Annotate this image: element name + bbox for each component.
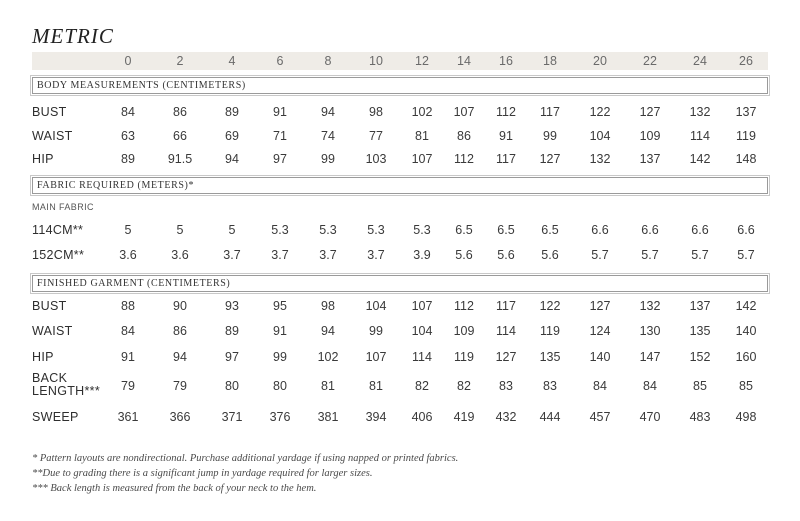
table-cell: 94	[321, 105, 335, 119]
table-cell: 6.5	[541, 223, 559, 237]
table-cell: 98	[369, 105, 383, 119]
table-cell: 140	[589, 350, 611, 364]
size-header-row	[32, 52, 768, 70]
table-cell: 5.7	[591, 248, 609, 262]
table-cell: 114	[496, 324, 516, 338]
row-label: HIP	[32, 350, 54, 364]
table-cell: 127	[639, 105, 661, 119]
table-cell: 5.3	[413, 223, 431, 237]
table-cell: 5	[228, 223, 236, 237]
table-cell: 122	[589, 105, 611, 119]
table-row	[0, 222, 800, 238]
table-cell: 91.5	[167, 152, 193, 166]
table-cell: 114	[412, 350, 432, 364]
table-cell: 119	[540, 324, 560, 338]
table-cell: 371	[221, 410, 243, 424]
table-cell: 71	[273, 129, 287, 143]
table-cell: 97	[273, 152, 287, 166]
table-cell: 6.6	[691, 223, 709, 237]
table-cell: 69	[225, 129, 239, 143]
table-cell: 94	[321, 324, 335, 338]
table-cell: 91	[499, 129, 513, 143]
table-cell: 81	[415, 129, 429, 143]
table-cell: 82	[415, 379, 429, 393]
table-cell: 132	[639, 299, 661, 313]
table-cell: 470	[639, 410, 661, 424]
table-cell: 89	[225, 105, 239, 119]
table-cell: 84	[121, 324, 135, 338]
table-cell: 89	[225, 324, 239, 338]
table-row	[0, 371, 800, 398]
table-cell: 90	[173, 299, 187, 313]
table-cell: 104	[589, 129, 611, 143]
table-cell: 5.7	[691, 248, 709, 262]
table-cell: 99	[369, 324, 383, 338]
table-cell: 107	[365, 350, 387, 364]
section-label-fabric: FABRIC REQUIRED (METERS)*	[37, 180, 195, 191]
size-header-cell: 18	[543, 54, 557, 68]
size-header-cell: 0	[124, 54, 132, 68]
table-cell: 127	[589, 299, 611, 313]
table-cell: 127	[539, 152, 561, 166]
table-row	[0, 409, 800, 425]
table-cell: 483	[689, 410, 711, 424]
size-header-cell: 6	[276, 54, 284, 68]
table-cell: 419	[453, 410, 475, 424]
table-row	[0, 128, 800, 144]
row-label: BUST	[32, 299, 67, 313]
table-cell: 80	[273, 379, 287, 393]
table-cell: 85	[739, 379, 753, 393]
row-label: 152CM**	[32, 248, 85, 262]
table-cell: 84	[643, 379, 657, 393]
row-label: BUST	[32, 105, 67, 119]
table-cell: 376	[269, 410, 291, 424]
table-cell: 3.7	[319, 248, 337, 262]
table-cell: 406	[411, 410, 433, 424]
section-label-finished: FINISHED GARMENT (CENTIMETERS)	[37, 278, 231, 289]
table-cell: 5	[124, 223, 132, 237]
table-cell: 137	[735, 105, 757, 119]
row-label-line: BACK	[32, 371, 68, 385]
table-cell: 124	[589, 324, 611, 338]
table-cell: 381	[317, 410, 339, 424]
table-cell: 81	[321, 379, 335, 393]
table-cell: 5.6	[541, 248, 559, 262]
table-cell: 102	[411, 105, 433, 119]
table-cell: 5.6	[497, 248, 515, 262]
table-cell: 85	[693, 379, 707, 393]
table-cell: 117	[496, 152, 516, 166]
row-label: 114CM**	[32, 223, 84, 237]
table-cell: 86	[173, 105, 187, 119]
size-header-cell: 4	[228, 54, 236, 68]
table-cell: 366	[169, 410, 191, 424]
table-cell: 3.6	[171, 248, 189, 262]
table-cell: 6.5	[497, 223, 515, 237]
table-cell: 5.7	[641, 248, 659, 262]
table-cell: 5.3	[367, 223, 385, 237]
table-cell: 83	[543, 379, 557, 393]
table-cell: 147	[639, 350, 661, 364]
table-cell: 107	[411, 299, 433, 313]
table-cell: 5.6	[455, 248, 473, 262]
table-cell: 135	[689, 324, 711, 338]
table-cell: 122	[539, 299, 561, 313]
table-cell: 132	[589, 152, 611, 166]
table-cell: 140	[735, 324, 757, 338]
table-cell: 3.7	[367, 248, 385, 262]
table-cell: 5	[176, 223, 184, 237]
table-cell: 432	[495, 410, 517, 424]
table-cell: 94	[173, 350, 187, 364]
section-header-body	[32, 77, 768, 94]
table-cell: 137	[689, 299, 711, 313]
table-cell: 119	[454, 350, 474, 364]
size-header-cell: 12	[415, 54, 429, 68]
footnote: *** Back length is measured from the back of your neck to the hem.	[32, 483, 317, 494]
table-cell: 63	[121, 129, 135, 143]
table-cell: 82	[457, 379, 471, 393]
table-cell: 112	[496, 105, 516, 119]
table-cell: 6.6	[591, 223, 609, 237]
table-cell: 3.9	[413, 248, 431, 262]
row-label: WAIST	[32, 129, 73, 143]
table-cell: 152	[689, 350, 711, 364]
row-label: HIP	[32, 152, 54, 166]
table-cell: 112	[454, 152, 474, 166]
table-cell: 6.6	[641, 223, 659, 237]
table-cell: 130	[639, 324, 661, 338]
table-cell: 103	[365, 152, 387, 166]
size-header-cell: 2	[176, 54, 184, 68]
table-cell: 93	[225, 299, 239, 313]
table-cell: 97	[225, 350, 239, 364]
table-cell: 148	[735, 152, 757, 166]
footnote: **Due to grading there is a significant jump in yardage required for larger sizes.	[32, 468, 373, 479]
table-cell: 99	[273, 350, 287, 364]
table-cell: 74	[321, 129, 335, 143]
table-cell: 91	[273, 105, 287, 119]
table-cell: 3.7	[223, 248, 241, 262]
table-cell: 104	[411, 324, 433, 338]
table-row	[0, 151, 800, 167]
table-cell: 117	[540, 105, 560, 119]
size-header-cell: 14	[457, 54, 471, 68]
table-cell: 79	[173, 379, 187, 393]
table-cell: 84	[121, 105, 135, 119]
footnotes	[32, 451, 458, 496]
main-fabric-label: MAIN FABRIC	[32, 202, 94, 212]
table-cell: 6.5	[455, 223, 473, 237]
table-cell: 66	[173, 129, 187, 143]
table-cell: 86	[173, 324, 187, 338]
table-cell: 107	[453, 105, 475, 119]
footnote: * Pattern layouts are nondirectional. Purchase additional yardage if using napped or printed fabrics.	[32, 453, 459, 464]
row-label-line: LENGTH***	[32, 384, 100, 398]
size-header-cell: 8	[324, 54, 332, 68]
table-cell: 109	[453, 324, 475, 338]
table-cell: 5.3	[271, 223, 289, 237]
table-cell: 84	[593, 379, 607, 393]
table-row	[0, 349, 800, 365]
table-cell: 99	[321, 152, 335, 166]
table-cell: 361	[117, 410, 139, 424]
row-label: SWEEP	[32, 410, 79, 424]
table-cell: 117	[496, 299, 516, 313]
table-cell: 114	[690, 129, 710, 143]
table-cell: 6.6	[737, 223, 755, 237]
size-header-cell: 24	[693, 54, 707, 68]
table-cell: 94	[225, 152, 239, 166]
table-cell: 86	[457, 129, 471, 143]
table-cell: 89	[121, 152, 135, 166]
table-cell: 127	[495, 350, 517, 364]
row-label: WAIST	[32, 324, 73, 338]
table-row	[0, 247, 800, 263]
table-cell: 99	[543, 129, 557, 143]
table-cell: 142	[735, 299, 757, 313]
table-cell: 498	[735, 410, 757, 424]
table-row	[0, 298, 800, 314]
table-cell: 104	[365, 299, 387, 313]
table-cell: 81	[369, 379, 383, 393]
table-cell: 98	[321, 299, 335, 313]
table-cell: 91	[121, 350, 135, 364]
table-cell: 102	[317, 350, 339, 364]
page-title: METRIC	[32, 24, 114, 48]
table-cell: 137	[639, 152, 661, 166]
section-label-body: BODY MEASUREMENTS (CENTIMETERS)	[37, 80, 246, 91]
table-cell: 112	[454, 299, 474, 313]
table-cell: 107	[411, 152, 433, 166]
table-cell: 5.3	[319, 223, 337, 237]
table-cell: 95	[273, 299, 287, 313]
table-cell: 132	[689, 105, 711, 119]
section-header-finished	[32, 275, 768, 292]
table-cell: 142	[689, 152, 711, 166]
size-header-cell: 26	[739, 54, 753, 68]
table-cell: 91	[273, 324, 287, 338]
size-header-cell: 10	[369, 54, 383, 68]
table-cell: 79	[121, 379, 135, 393]
section-header-fabric	[32, 177, 768, 194]
table-cell: 3.6	[119, 248, 137, 262]
size-header-cell: 20	[593, 54, 607, 68]
row-label	[32, 372, 100, 398]
table-cell: 394	[365, 410, 387, 424]
table-cell: 80	[225, 379, 239, 393]
table-cell: 135	[539, 350, 561, 364]
table-cell: 88	[121, 299, 135, 313]
size-header-cell: 16	[499, 54, 513, 68]
table-cell: 160	[735, 350, 757, 364]
table-cell: 5.7	[737, 248, 755, 262]
table-row	[0, 104, 800, 120]
table-cell: 119	[736, 129, 756, 143]
table-cell: 77	[369, 129, 383, 143]
table-cell: 83	[499, 379, 513, 393]
table-cell: 3.7	[271, 248, 289, 262]
size-header-cell: 22	[643, 54, 657, 68]
table-cell: 109	[639, 129, 661, 143]
table-cell: 444	[539, 410, 561, 424]
table-cell: 457	[589, 410, 611, 424]
table-row	[0, 323, 800, 339]
